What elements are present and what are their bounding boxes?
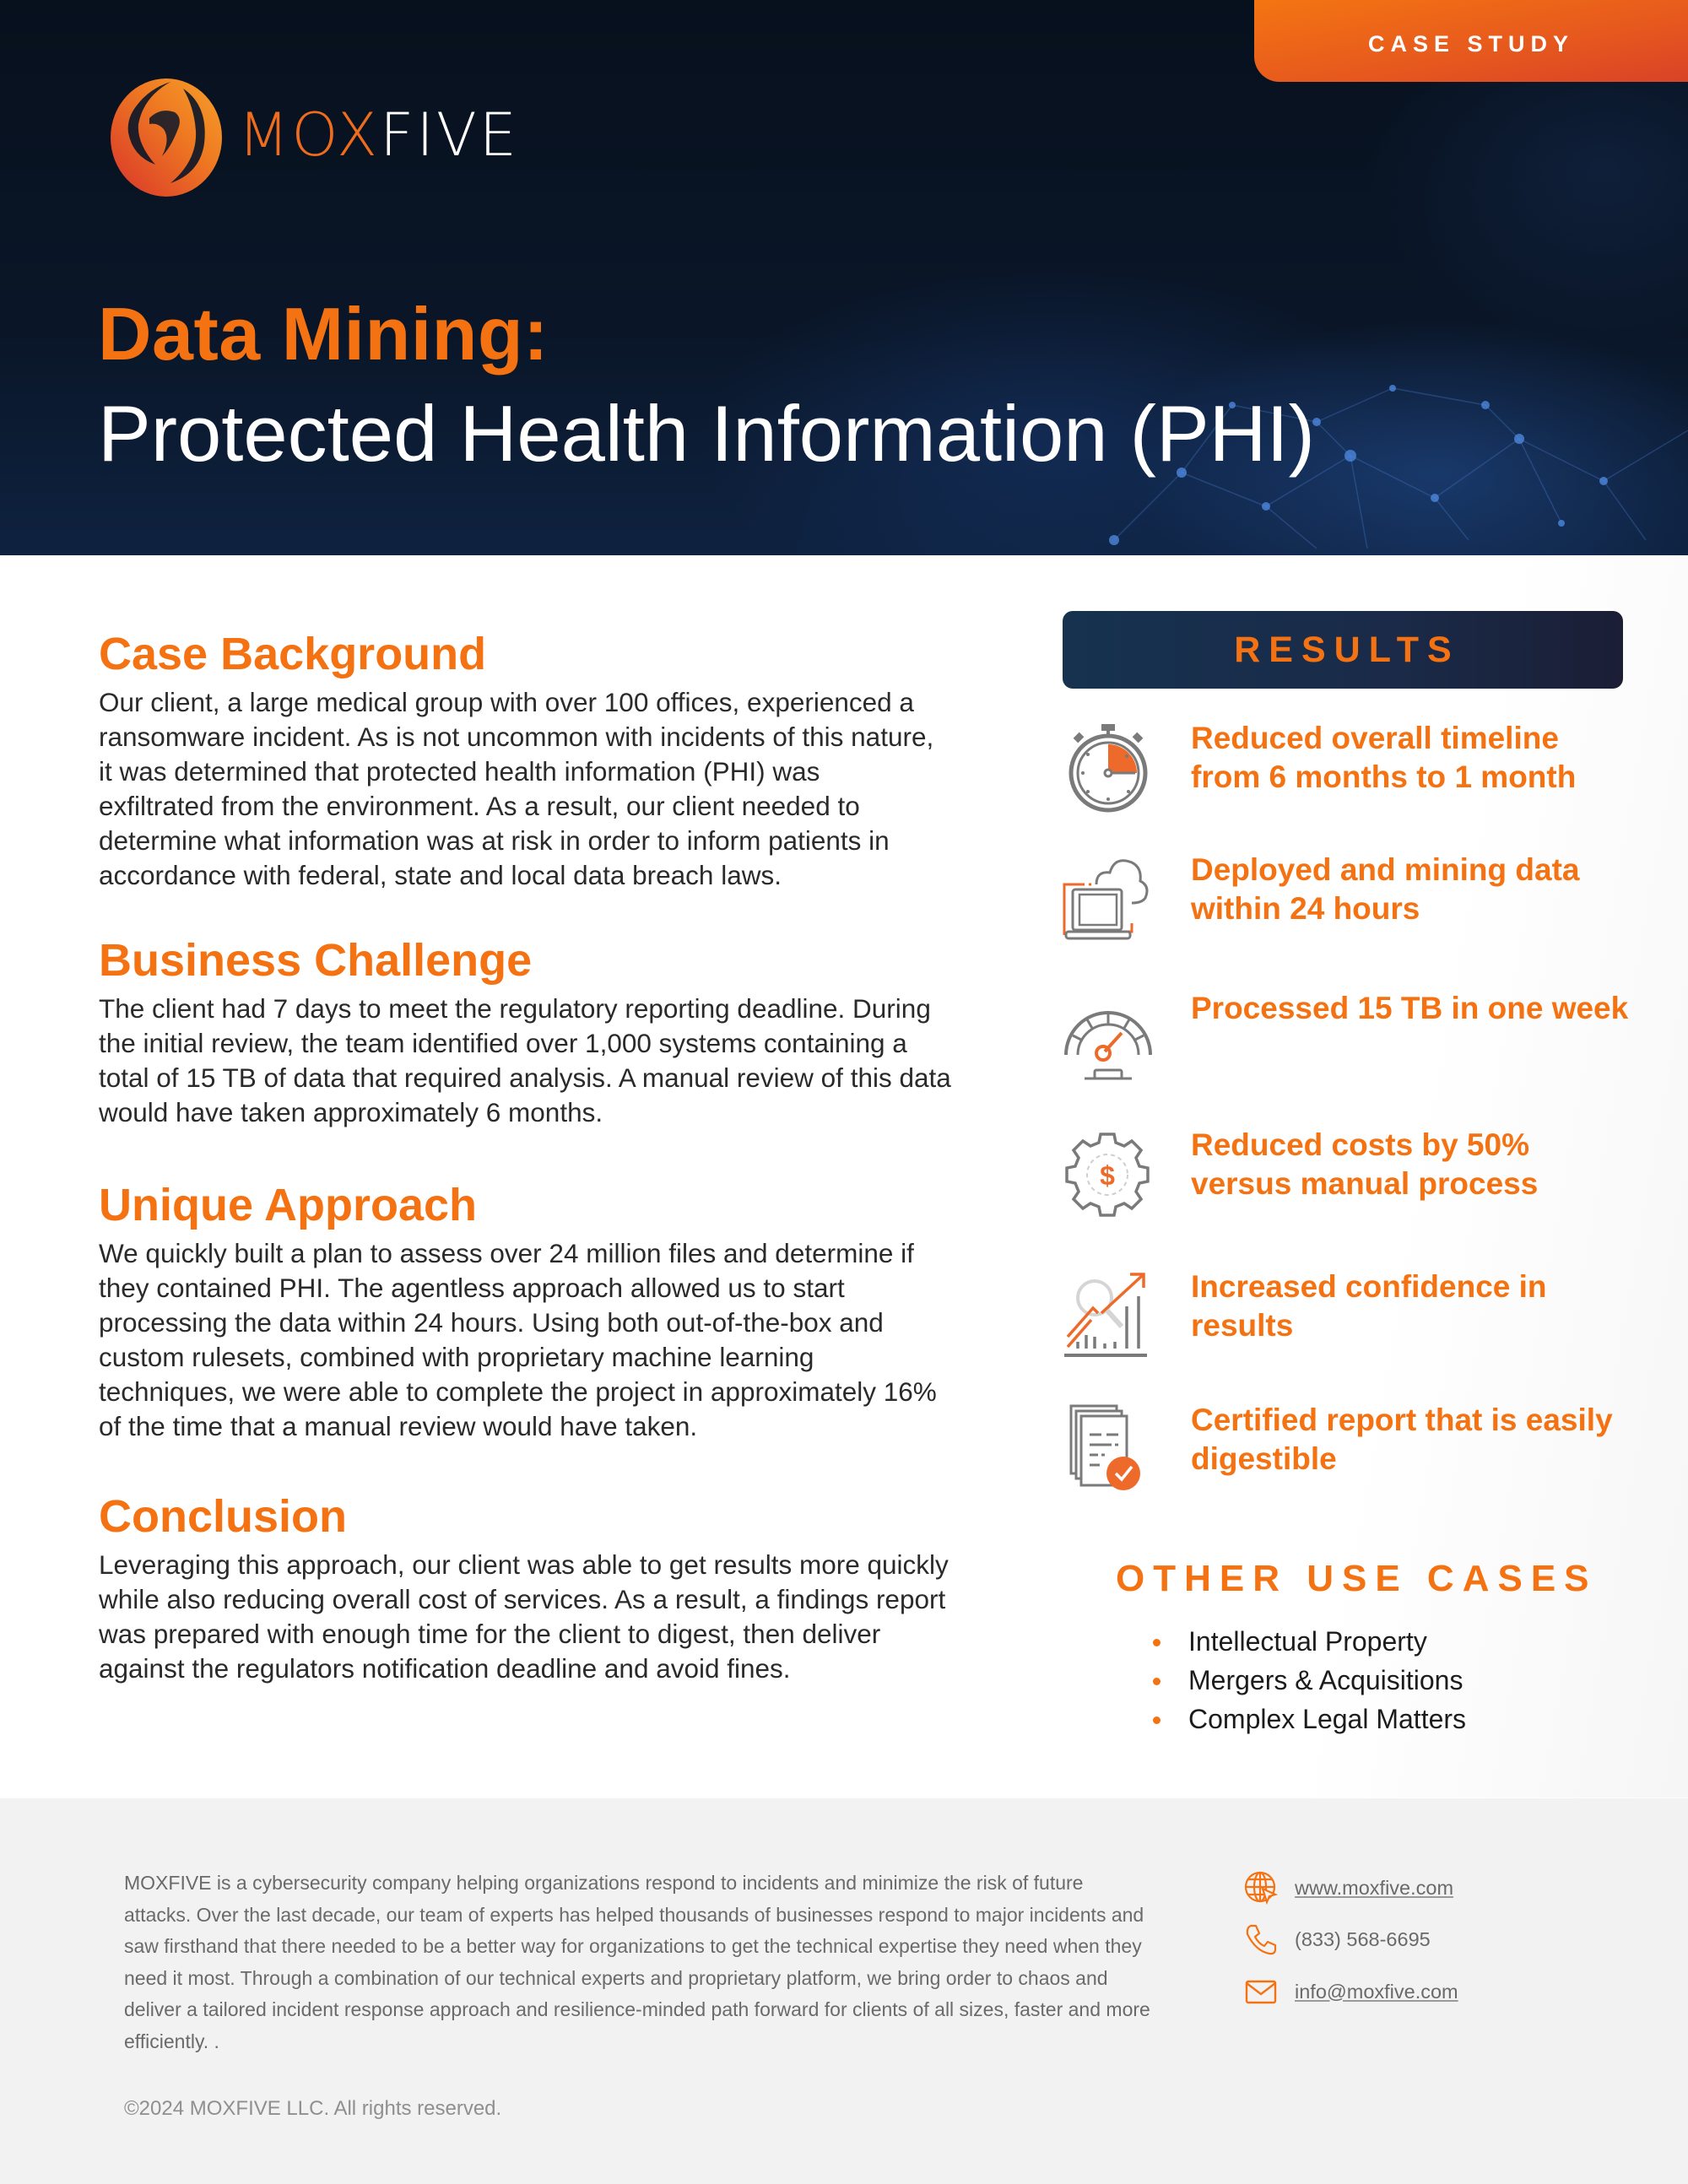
result-item-confidence	[1059, 1268, 1650, 1369]
speedometer-icon	[1059, 989, 1156, 1086]
stopwatch-icon	[1059, 719, 1156, 816]
phone-number[interactable]: (833) 568-6695	[1295, 1927, 1431, 1950]
footer	[0, 1798, 1688, 2184]
section-case-background	[99, 624, 951, 893]
contact-email	[1244, 1975, 1458, 2008]
envelope-icon	[1244, 1975, 1278, 2008]
globe-cursor-icon	[1244, 1871, 1278, 1905]
section-business-challenge	[99, 931, 951, 1130]
section-heading: Conclusion	[99, 1491, 347, 1542]
bullet-icon	[1153, 1639, 1160, 1646]
page-title-line2: Protected Health Information (PHI)	[98, 389, 1315, 478]
result-text: Processed 15 TB in one week	[1191, 991, 1629, 1025]
section-heading: Business Challenge	[99, 935, 533, 986]
page-title-line1: Data Mining:	[98, 292, 549, 376]
section-conclusion	[99, 1487, 951, 1686]
result-item-timeline	[1059, 719, 1650, 820]
other-use-cases-list	[1148, 1622, 1466, 1738]
section-body: Leveraging this approach, our client was able to get results more quickly while also reducing overall cost of services. As a result, a findings report was prepared with enough time for the client to digest, then deliver against the regulators notification deadline and avoid fines.	[99, 1549, 949, 1684]
contact-website	[1244, 1871, 1453, 1905]
chart-growth-icon	[1059, 1268, 1156, 1365]
svg-text:$: $	[1100, 1160, 1115, 1191]
result-item-processed	[1059, 989, 1650, 1090]
result-item-deployment	[1059, 851, 1650, 952]
result-text: Reduced overall timeline from 6 months to 1 month	[1191, 721, 1577, 794]
result-text: Increased confidence in results	[1191, 1269, 1547, 1343]
section-heading: Case Background	[99, 629, 487, 679]
results-title: RESULTS	[1234, 629, 1460, 670]
other-use-cases-heading: OTHER USE CASES	[1116, 1558, 1598, 1599]
list-item: Mergers & Acquisitions	[1148, 1661, 1466, 1700]
result-item-report	[1059, 1401, 1650, 1502]
email-link[interactable]: info@moxfive.com	[1295, 1980, 1458, 2003]
contact-phone	[1244, 1922, 1431, 1956]
list-item: Complex Legal Matters	[1148, 1700, 1466, 1738]
list-item: Intellectual Property	[1148, 1622, 1466, 1661]
laptop-cloud-icon	[1059, 851, 1156, 948]
gear-dollar-icon	[1059, 1126, 1156, 1223]
copyright: ©2024 MOXFIVE LLC. All rights reserved.	[124, 2097, 502, 2120]
hero-banner	[0, 0, 1688, 555]
brand-wordmark: MOXFIVE	[238, 100, 520, 170]
result-item-costs	[1059, 1126, 1650, 1227]
case-study-badge	[1254, 0, 1688, 82]
section-body: Our client, a large medical group with over 100 offices, experienced a ransomware incident. As is not uncommon with incidents of this nature, it was determined that protected health information (PHI) was exfiltrated from the environment. As a result, our client needed to determine what information was at risk in order to inform patients in accordance with federal, state and local data breach laws.	[99, 687, 934, 890]
section-body: We quickly built a plan to assess over 24 million files and determine if they contained PHI. The agentless approach allowed us to start processing the data within 24 hours. Using both out-of-the-box and custom rulesets, combined with proprietary machine learning techniques, we were able to complete the project in approximately 16% of the time that a manual review would have taken.	[99, 1238, 937, 1441]
company-description: MOXFIVE is a cybersecurity company helping organizations respond to incidents and minimize the risk of future attacks. Over the last decade, our team of experts has helped thousands of businesses respond to major incidents and saw firsthand that there needed to be a better way for organizations to get the technical expertise they need when they need it most. Through a combination of our technical experts and proprietary platform, we bring order to chaos and deliver a tailored incident response approach and resilience-minded path forward for clients of all sizes, faster and more efficiently. .	[124, 1872, 1150, 2052]
bullet-icon	[1153, 1716, 1160, 1724]
results-header	[1063, 611, 1623, 689]
moxfive-logo	[103, 72, 519, 198]
result-text: Deployed and mining data within 24 hours	[1191, 852, 1580, 926]
result-text: Certified report that is easily digestible	[1191, 1403, 1613, 1476]
website-link[interactable]: www.moxfive.com	[1295, 1876, 1454, 1899]
section-heading: Unique Approach	[99, 1180, 478, 1230]
section-unique-approach	[99, 1176, 951, 1444]
badge-label: CASE STUDY	[1367, 31, 1575, 57]
bullet-icon	[1153, 1678, 1160, 1685]
phone-icon	[1244, 1922, 1278, 1956]
section-body: The client had 7 days to meet the regulatory reporting deadline. During the initial review, the team identified over 1,000 systems containing a total of 15 TB of data that required analysis. A manual review of this data would have taken approximately 6 months.	[99, 993, 951, 1127]
certified-report-icon	[1059, 1401, 1156, 1498]
result-text: Reduced costs by 50% versus manual process	[1191, 1127, 1539, 1201]
phoenix-logo-icon	[103, 72, 230, 198]
